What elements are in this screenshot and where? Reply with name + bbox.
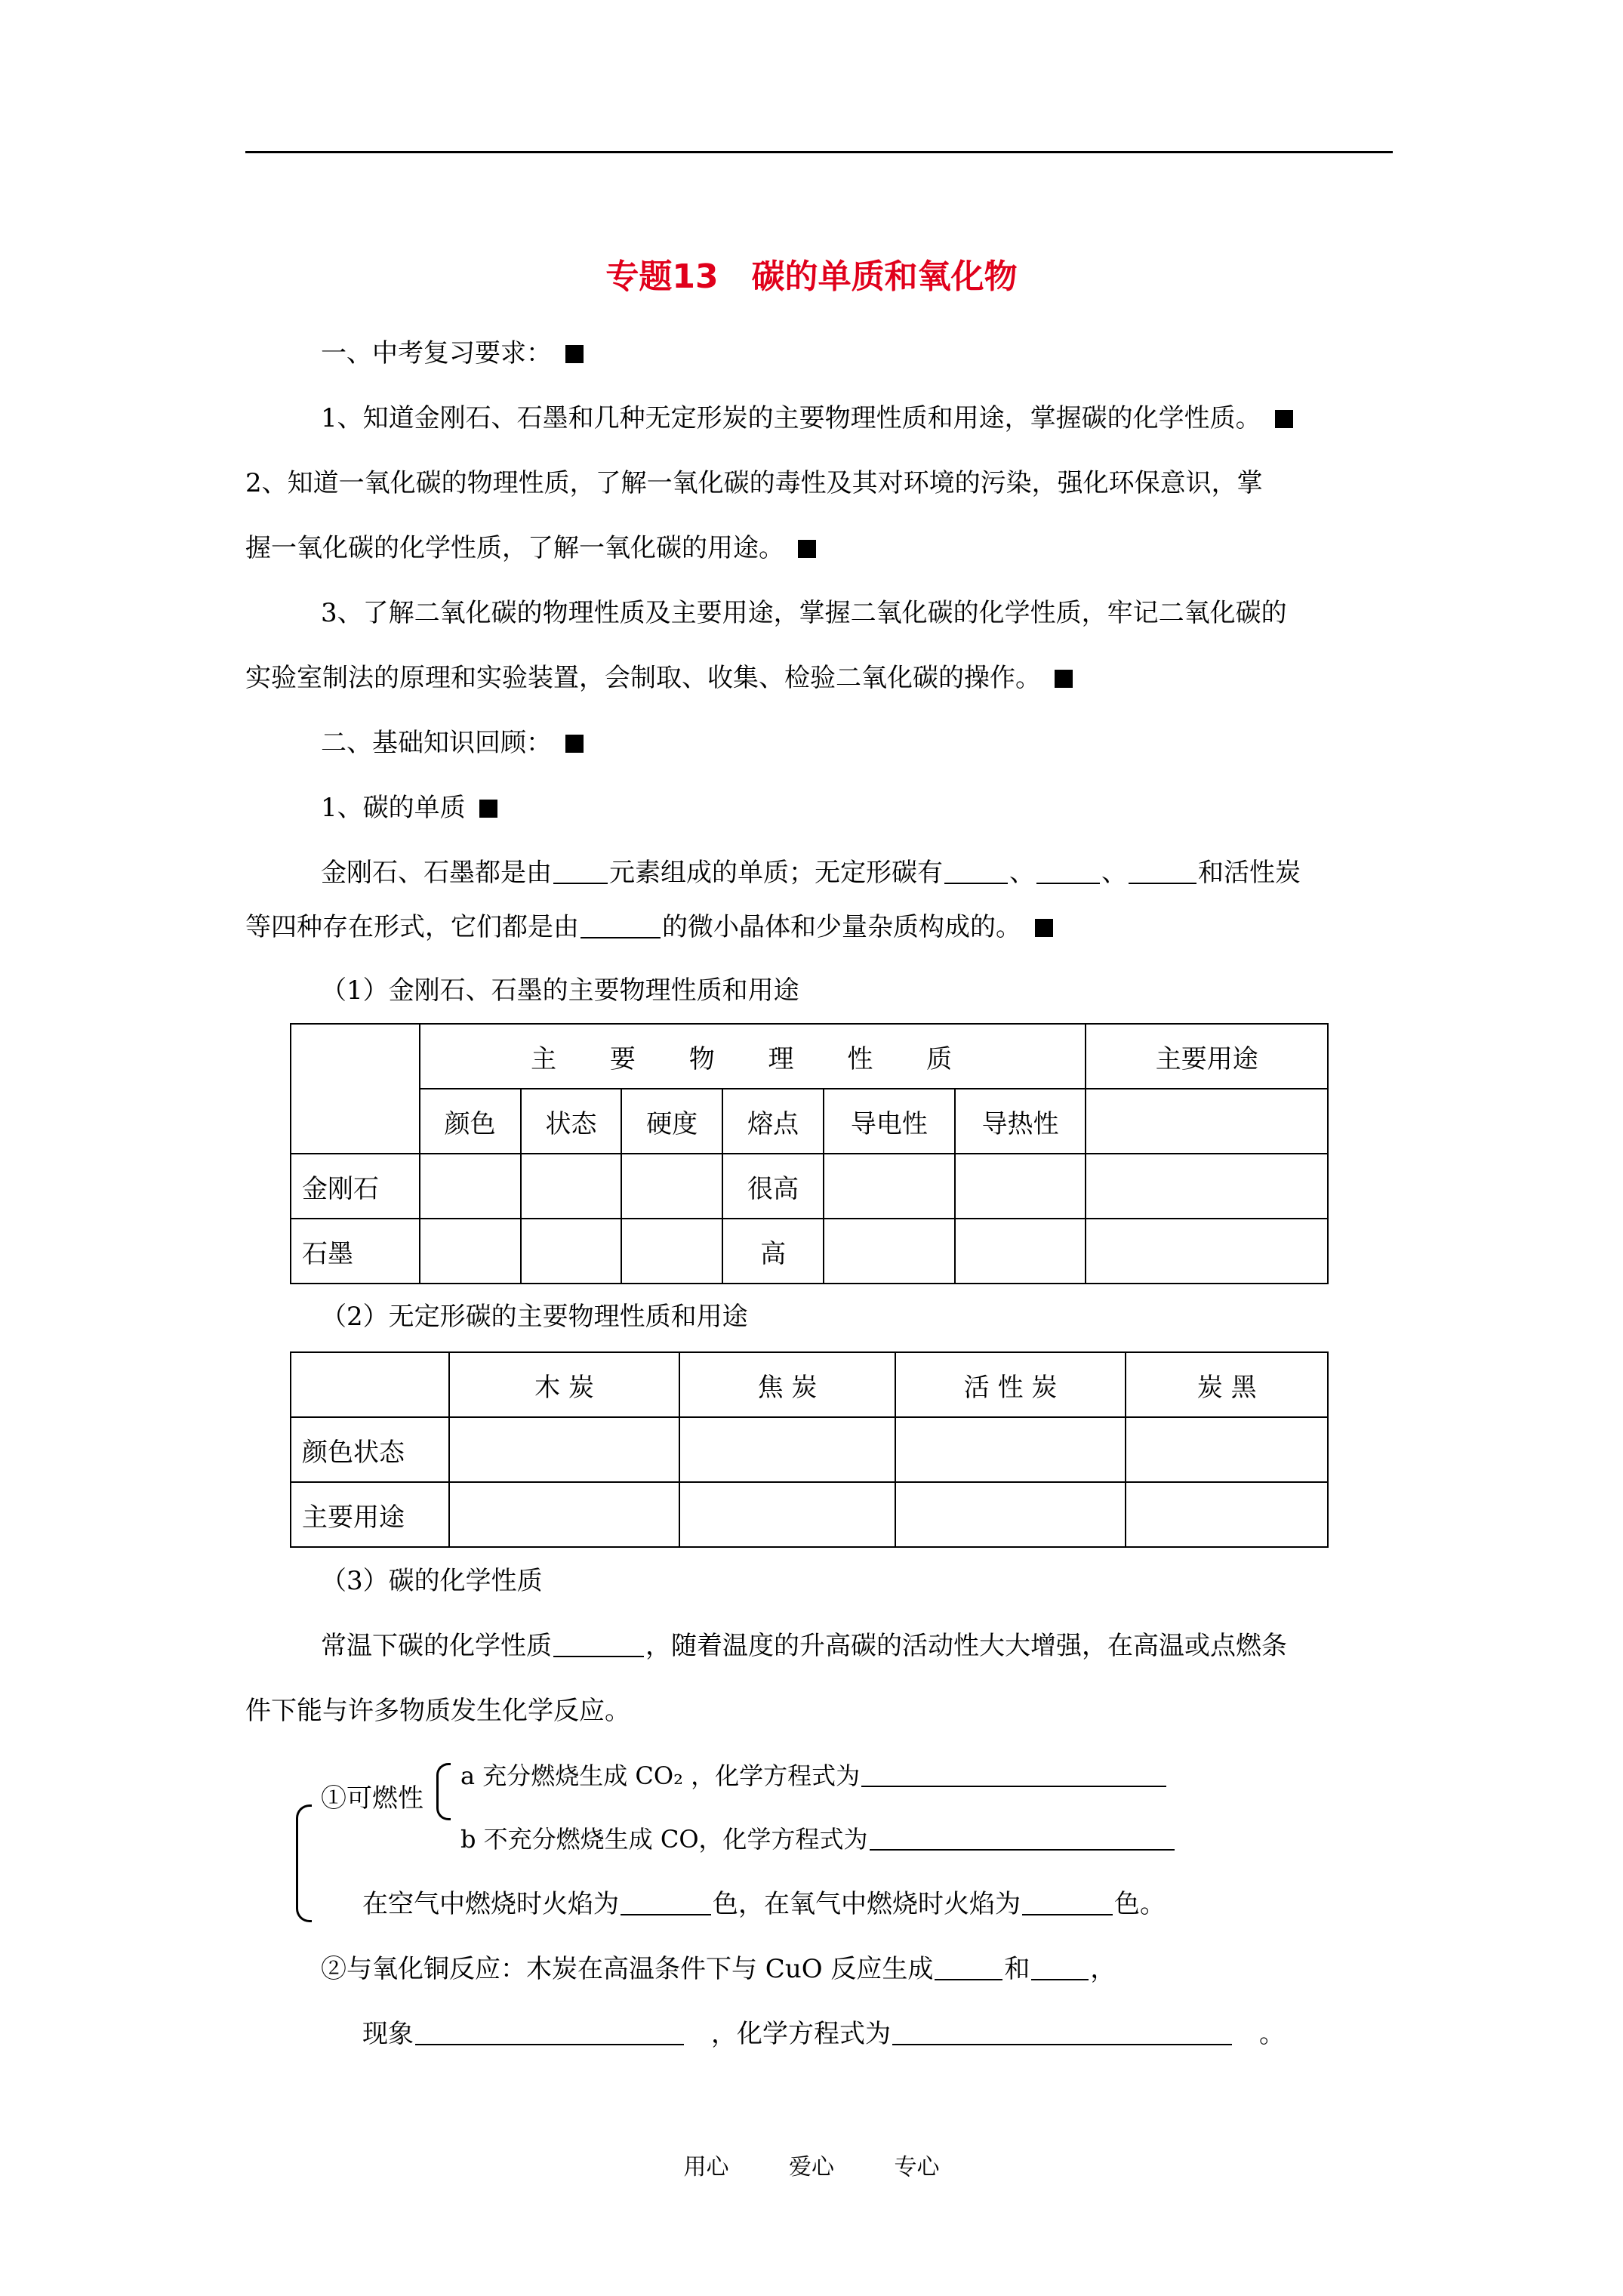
- req-1: 1、知道金刚石、石墨和几种无定形炭的主要物理性质和用途，掌握碳的化学性质。: [321, 402, 1293, 435]
- table1-corner-cell: [291, 1024, 420, 1154]
- table-diamond-graphite: [290, 1023, 1329, 1284]
- table1-cell[interactable]: [1086, 1219, 1328, 1284]
- basic-header: 二、基础知识回顾：: [321, 726, 584, 760]
- combustion-partial: b 不充分燃烧生成 CO，化学方程式为: [460, 1823, 1176, 1856]
- table-row: [291, 1219, 1328, 1284]
- table2-cell[interactable]: [895, 1417, 1126, 1482]
- req-2b: 握一氧化碳的化学性质，了解一氧化碳的用途。: [245, 532, 816, 565]
- fill-blank[interactable]: [935, 1956, 1002, 1980]
- table1-row-name: 石墨: [291, 1219, 420, 1284]
- combustion-full: a 充分燃烧生成 CO₂ ，化学方程式为: [460, 1759, 1168, 1792]
- table1-cell[interactable]: [824, 1219, 955, 1284]
- table1-cell[interactable]: [420, 1219, 521, 1284]
- fill-blank[interactable]: [621, 1891, 711, 1915]
- equation-blank[interactable]: [861, 1763, 1166, 1787]
- equation-blank[interactable]: [892, 2021, 1232, 2045]
- fill-blank[interactable]: [944, 860, 1008, 884]
- table1-cell[interactable]: [1086, 1154, 1328, 1219]
- table-row: [291, 1482, 1328, 1547]
- table1-col-header: 状态: [521, 1089, 622, 1154]
- table1-cell[interactable]: [521, 1154, 622, 1219]
- table-row: [291, 1417, 1328, 1482]
- table2-cell[interactable]: [679, 1482, 895, 1547]
- fill-blank[interactable]: [1129, 860, 1196, 884]
- table1-group-header: 主 要 物 理 性 质: [420, 1024, 1086, 1089]
- square-mark: [1275, 410, 1293, 428]
- header-rule: [245, 151, 1393, 153]
- para-1a: 金刚石、石墨都是由 元素组成的单质；无定形碳有 、 、 和活性炭: [321, 858, 1301, 888]
- square-mark: [565, 345, 584, 363]
- table2-row-name: 主要用途: [291, 1482, 449, 1547]
- combustibility-label: ①可燃性: [321, 1783, 423, 1814]
- table1-cell[interactable]: [621, 1154, 722, 1219]
- table-row: [291, 1154, 1328, 1219]
- page-title: 专题13 碳的单质和氧化物: [605, 257, 1018, 296]
- para-1b: 等四种存在形式，它们都是由 的微小晶体和少量杂质构成的。: [245, 911, 1053, 944]
- square-mark: [479, 800, 497, 818]
- table1-cell[interactable]: [955, 1154, 1086, 1219]
- fill-blank[interactable]: [1031, 1956, 1089, 1980]
- table1-cell[interactable]: [1086, 1089, 1328, 1154]
- cuo-reaction: ②与氧化铜反应：木炭在高温条件下与 CuO 反应生成 和 ，: [321, 1954, 1116, 1984]
- table1-cell[interactable]: [955, 1219, 1086, 1284]
- table1-col-header: 熔点: [722, 1089, 824, 1154]
- table1-melting-cell: 高: [722, 1219, 824, 1284]
- fill-blank[interactable]: [553, 1633, 644, 1657]
- square-mark: [565, 735, 584, 753]
- fill-blank[interactable]: [553, 860, 608, 884]
- table2-corner-cell: [291, 1352, 449, 1417]
- table1-use-header: 主要用途: [1086, 1024, 1328, 1089]
- equation-blank[interactable]: [870, 1826, 1175, 1851]
- table2-cell[interactable]: [895, 1482, 1126, 1547]
- table2-col-header: 焦 炭: [679, 1352, 895, 1417]
- table1-col-header: 颜色: [420, 1089, 521, 1154]
- table1-row-name: 金刚石: [291, 1154, 420, 1219]
- table2-col-header: 活 性 炭: [895, 1352, 1126, 1417]
- req-header: 一、中考复习要求：: [321, 337, 584, 370]
- square-mark: [1035, 919, 1053, 937]
- table1-col-header: 硬度: [621, 1089, 722, 1154]
- fill-blank[interactable]: [581, 914, 661, 938]
- fill-blank[interactable]: [1022, 1891, 1113, 1915]
- table2-row-name: 颜色状态: [291, 1417, 449, 1482]
- table1-col-header: 导电性: [824, 1089, 955, 1154]
- table-amorphous-carbon: [290, 1351, 1329, 1548]
- square-mark: [798, 540, 816, 558]
- table1-melting-cell: 很高: [722, 1154, 824, 1219]
- subheading-2: （2）无定形碳的主要物理性质和用途: [321, 1302, 748, 1332]
- req-3b: 实验室制法的原理和实验装置，会制取、收集、检验二氧化碳的操作。: [245, 661, 1073, 695]
- req-3a: 3、了解二氧化碳的物理性质及主要用途，掌握二氧化碳的化学性质，牢记二氧化碳的: [321, 598, 1287, 628]
- subheading-3: （3）碳的化学性质: [321, 1566, 543, 1596]
- table2-cell[interactable]: [449, 1417, 680, 1482]
- subheading-1: （1）金刚石、石墨的主要物理性质和用途: [321, 975, 799, 1006]
- fill-blank[interactable]: [415, 2021, 684, 2045]
- table2-cell[interactable]: [1126, 1482, 1328, 1547]
- small-brace: [436, 1763, 451, 1820]
- fill-blank[interactable]: [1036, 860, 1100, 884]
- phenomenon-line: 现象 ，化学方程式为 。: [362, 2019, 1285, 2049]
- table2-col-header: 木 炭: [449, 1352, 680, 1417]
- table2-col-header: 炭 黑: [1126, 1352, 1328, 1417]
- table1-cell[interactable]: [521, 1219, 622, 1284]
- page-footer: 用心 爱心 专心: [683, 2154, 940, 2180]
- table2-cell[interactable]: [679, 1417, 895, 1482]
- table2-cell[interactable]: [449, 1482, 680, 1547]
- flame-colors: 在空气中燃烧时火焰为 色，在氧气中燃烧时火焰为 色。: [362, 1889, 1166, 1919]
- table1-cell[interactable]: [621, 1219, 722, 1284]
- para-2b: 件下能与许多物质发生化学反应。: [245, 1696, 630, 1726]
- large-brace: [296, 1804, 312, 1922]
- req-2a: 2、知道一氧化碳的物理性质，了解一氧化碳的毒性及其对环境的污染，强化环保意识，掌: [245, 468, 1263, 498]
- square-mark: [1055, 670, 1073, 688]
- table1-col-header: 导热性: [955, 1089, 1086, 1154]
- table2-cell[interactable]: [1126, 1417, 1328, 1482]
- carbon-single-header: 1、碳的单质: [321, 791, 497, 824]
- table1-cell[interactable]: [824, 1154, 955, 1219]
- table1-cell[interactable]: [420, 1154, 521, 1219]
- para-2a: 常温下碳的化学性质 ，随着温度的升高碳的活动性大大增强，在高温或点燃条: [321, 1631, 1287, 1661]
